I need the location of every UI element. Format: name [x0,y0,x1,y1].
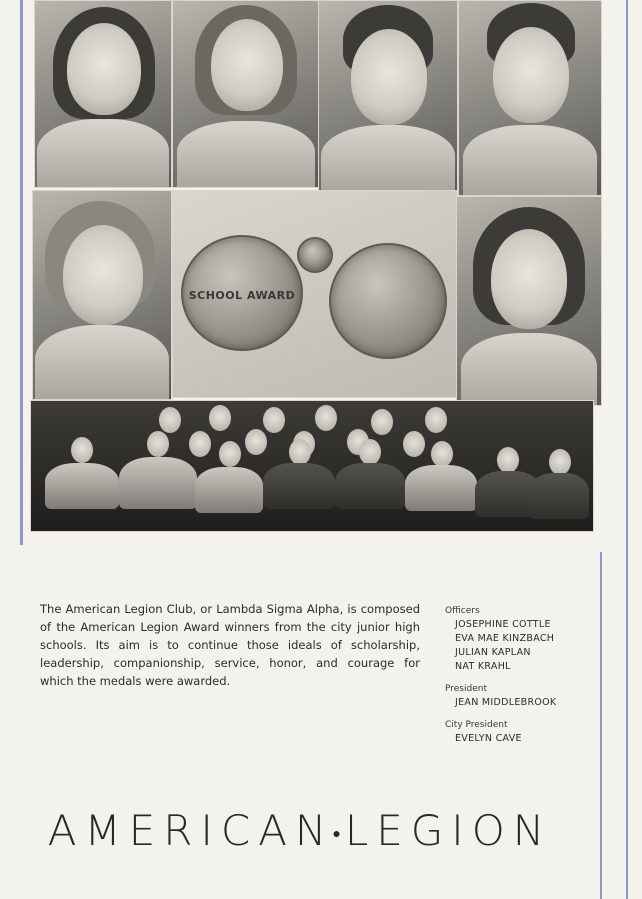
medal-front [181,235,303,351]
portrait-girl-3 [32,190,172,400]
portrait-girl-2 [172,0,320,188]
portrait-boy-1 [318,0,458,192]
page-title [0,806,600,855]
title-dot: ● [332,826,341,842]
left-rule [20,0,23,545]
city-president-name: EVELYN CAVE [455,733,522,744]
officer-name: JOSEPHINE COTTLE [455,619,551,630]
president-name: JEAN MIDDLEBROOK [455,697,557,708]
portrait-girl-1 [34,0,172,188]
group-photo [30,400,594,532]
right-rule-inner [600,552,602,899]
president-heading: President [445,684,487,694]
portrait-boy-2 [458,0,602,196]
officers-block [445,604,595,746]
title-word-american: AMERICAN [47,806,335,855]
medal-inscription: SCHOOL AWARD [188,288,296,302]
medal-back [329,243,447,359]
officer-name: EVA MAE KINZBACH [455,633,555,644]
city-president-heading: City President [445,720,508,730]
right-rule-outer [626,0,628,899]
medal-small [297,237,333,273]
medals-photo [172,190,458,398]
officer-name: JULIAN KAPLAN [455,647,531,658]
title-word-legion: LEGION [344,806,553,855]
portrait-girl-4 [456,196,602,406]
club-description: The American Legion Club, or Lambda Sigma Alpha, is composed of the American Legion Award winners from the city junior high schools. Its aim is to continue those ideals of scholarship, leadership, companionship, service, honor, and courage for which the medals were awarded. [40,602,420,688]
officers-heading: Officers [445,606,480,616]
officer-name: NAT KRAHL [455,661,511,672]
